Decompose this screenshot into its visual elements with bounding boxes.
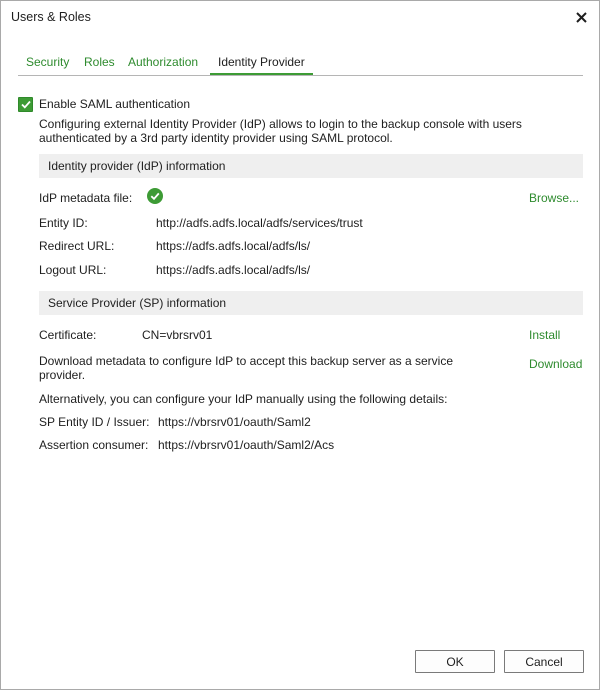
idp-metadata-label: IdP metadata file: [39,191,133,205]
enable-saml-checkbox[interactable] [18,97,33,112]
install-link[interactable]: Install [529,328,561,342]
browse-link[interactable]: Browse... [529,191,580,205]
download-description: Download metadata to configure IdP to accept this backup server as a service provider. [39,354,454,382]
sp-section-header [39,291,583,315]
logout-url-label: Logout URL: [39,263,107,277]
ok-button[interactable]: OK [415,650,495,673]
cancel-button[interactable]: Cancel [504,650,584,673]
success-check-icon [147,188,163,204]
tab-bar [18,47,583,76]
sp-entity-label: SP Entity ID / Issuer: [39,415,150,429]
entity-id-value: http://adfs.adfs.local/adfs/services/trust [156,216,363,230]
entity-id-label: Entity ID: [39,216,88,230]
title-bar [1,1,599,33]
assertion-consumer-value: https://vbrsrv01/oauth/Saml2/Acs [158,438,335,452]
tab-security[interactable]: Security [26,55,70,69]
certificate-label: Certificate: [39,328,97,342]
idp-section-title: Identity provider (IdP) information [48,159,226,173]
assertion-consumer-label: Assertion consumer: [39,438,149,452]
tab-authorization[interactable]: Authorization [128,55,199,69]
redirect-url-label: Redirect URL: [39,239,115,253]
sp-section-title: Service Provider (SP) information [48,296,227,310]
checkmark-icon [21,100,31,109]
idp-section-header [39,154,583,178]
tab-roles[interactable]: Roles [84,55,115,69]
download-link[interactable]: Download [529,357,583,371]
redirect-url-value: https://adfs.adfs.local/adfs/ls/ [156,239,311,253]
certificate-value: CN=vbrsrv01 [142,328,213,342]
window-title: Users & Roles [11,10,91,24]
close-icon [576,12,587,23]
enable-saml-label[interactable]: Enable SAML authentication [39,97,190,111]
saml-description: Configuring external Identity Provider (IdP) allows to login to the backup console with users authenticated by a 3rd party identity provider using SAML protocol. [39,117,522,145]
close-button[interactable] [571,7,591,27]
sp-entity-value: https://vbrsrv01/oauth/Saml2 [158,415,311,429]
logout-url-value: https://adfs.adfs.local/adfs/ls/ [156,263,311,277]
tab-identity-provider[interactable]: Identity Provider [210,47,313,75]
manual-config-text: Alternatively, you can configure your IdP manually using the following details: [39,392,448,406]
